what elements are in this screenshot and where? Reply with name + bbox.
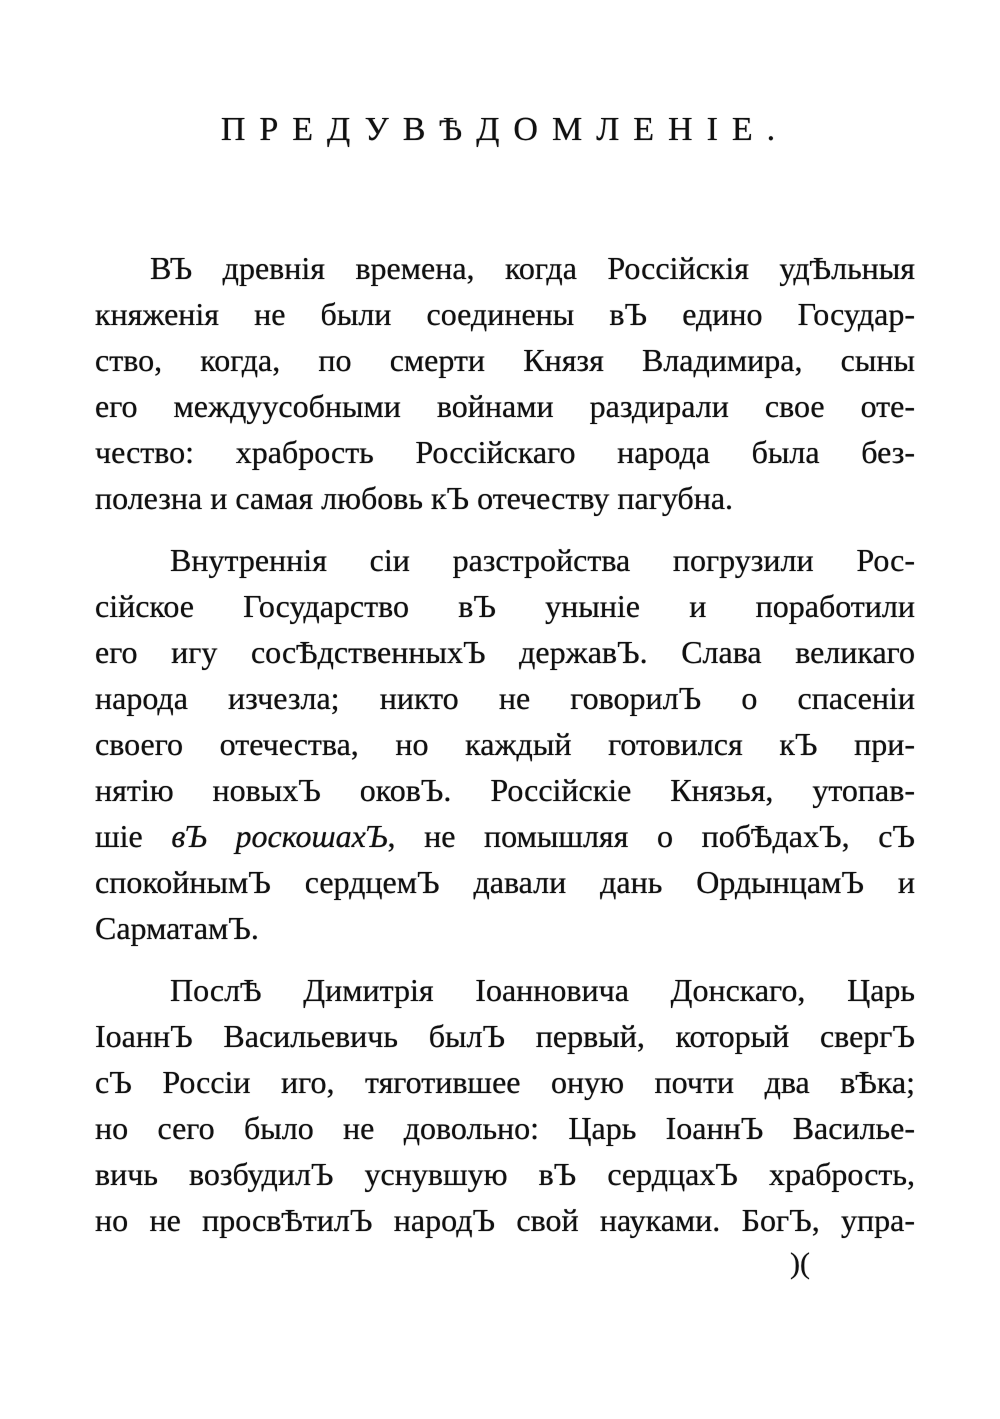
text-line: ПослѢ Димитрія Іоанновича Донскаго, Царь bbox=[170, 972, 915, 1008]
italic-text-segment: вЪ роскошахЪ bbox=[171, 818, 388, 854]
paragraph-3 bbox=[95, 967, 915, 1243]
text-line: спокойнымЪ сердцемЪ давали дань ОрдынцамЪ и bbox=[95, 864, 915, 900]
catchword: )( bbox=[790, 1247, 810, 1280]
text-line: чество: храбрость Россійскаго народа была без- bbox=[95, 434, 915, 470]
text-line: но не просвѢтилЪ народЪ свой науками. БогЪ, упра- bbox=[95, 1202, 915, 1238]
text-line: полезна и самая любовь кЪ отечеству пагубна. bbox=[95, 480, 734, 516]
paragraph-2 bbox=[95, 537, 915, 951]
text-line: нятію новыхЪ оковЪ. Россійскіе Князья, утопав- bbox=[95, 772, 915, 808]
text-line: Внутреннія сіи разстройства погрузили Рос- bbox=[170, 542, 915, 578]
text-line: но сего было не довольно: Царь ІоаннЪ Василье- bbox=[95, 1110, 915, 1146]
text-line: сійское Государство вЪ уныніе и поработили bbox=[95, 588, 915, 624]
text-segment: , не помышляя о побѢдахЪ, сЪ bbox=[387, 818, 915, 854]
text-line bbox=[95, 813, 915, 859]
text-line: своего отечества, но каждый готовился кЪ при- bbox=[95, 726, 915, 762]
text-line: его междуусобными войнами раздирали свое оте- bbox=[95, 388, 915, 424]
text-line: ство, когда, по смерти Князя Владимира, сыны bbox=[95, 342, 915, 378]
text-line: вичь возбудилЪ уснувшую вЪ сердцахЪ храбрость, bbox=[95, 1156, 915, 1192]
text-segment: шіе bbox=[95, 818, 172, 854]
text-line: народа изчезла; никто не говорилЪ о спасеніи bbox=[95, 680, 915, 716]
text-line: ВЪ древнія времена, когда Россійскія удѢльныя bbox=[150, 250, 915, 286]
paragraph-1 bbox=[95, 245, 915, 521]
text-line: сЪ Россіи иго, тяготившее оную почти два вѢка; bbox=[95, 1064, 915, 1100]
text-line: ІоаннЪ Васильевичь былЪ первый, который свергЪ bbox=[95, 1018, 915, 1054]
text-line: княженія не были соединены вЪ едино Государ- bbox=[95, 296, 915, 332]
text-line: его игу сосѢдственныхЪ державЪ. Слава великаго bbox=[95, 634, 915, 670]
page-title: ПРЕДУВѢДОМЛЕНІЕ. bbox=[220, 111, 790, 148]
text-line: СарматамЪ. bbox=[95, 910, 259, 946]
